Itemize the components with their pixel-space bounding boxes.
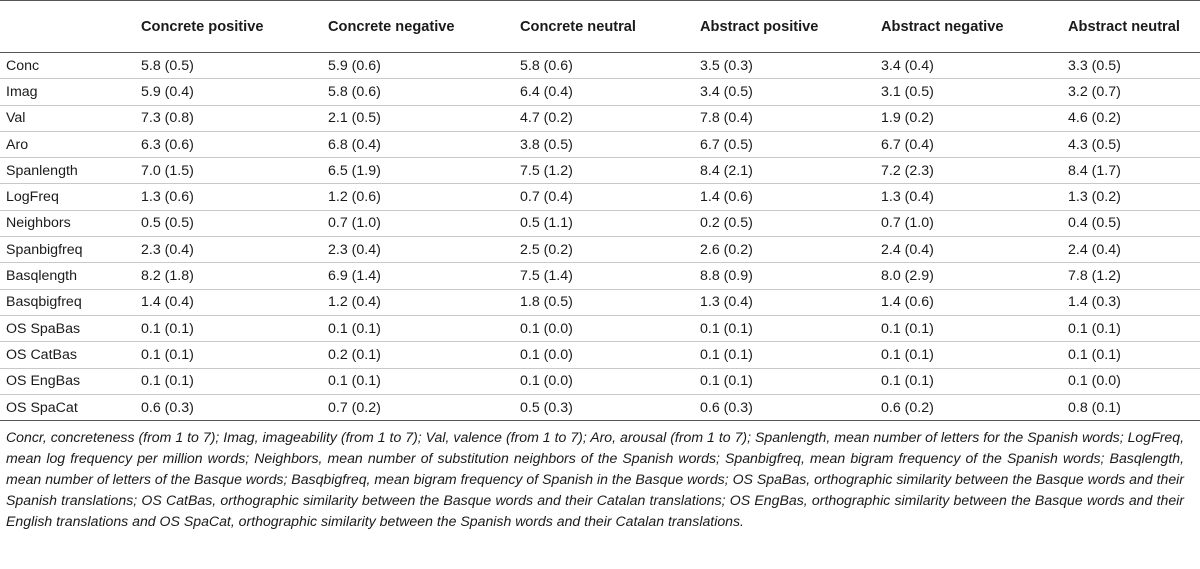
table-cell: 4.7 (0.2)	[512, 105, 692, 131]
table-header-row	[0, 1, 1200, 53]
table-cell: 0.5 (1.1)	[512, 210, 692, 236]
table-cell: 3.1 (0.5)	[873, 79, 1060, 105]
table-cell: 8.0 (2.9)	[873, 263, 1060, 289]
row-label: Basqlength	[0, 263, 133, 289]
table-cell: 5.8 (0.5)	[133, 53, 320, 79]
table-cell: 2.5 (0.2)	[512, 237, 692, 263]
table-cell: 3.4 (0.4)	[873, 53, 1060, 79]
row-label: Imag	[0, 79, 133, 105]
table-cell: 0.1 (0.0)	[512, 368, 692, 394]
table-cell: 7.8 (0.4)	[692, 105, 873, 131]
table-row	[0, 394, 1200, 420]
column-header: Abstract negative	[873, 1, 1060, 53]
row-label: Conc	[0, 53, 133, 79]
table-cell: 7.3 (0.8)	[133, 105, 320, 131]
row-label: OS SpaBas	[0, 315, 133, 341]
table-cell: 0.1 (0.1)	[873, 368, 1060, 394]
table-footnote: Concr, concreteness (from 1 to 7); Imag, imageability (from 1 to 7); Val, valence (from 1 to 7); Aro, arousal (from 1 to 7); Spanlength, mean number of letters for the Spanish words; LogFreq, mean log frequency per million words; Neighbors, mean number of substitution neighbors of the Spanish words; Spanbigfreq, mean bigram frequency of the Spanish words; Basqlength, mean number of letters of the Basque words; Basqbigfreq, mean bigram frequency of Spanish in the Basque words; OS SpaBas, orthographic similarity between the Basque words and their Spanish translations; OS CatBas, orthographic similarity between the Basque words and their Catalan translations; OS EngBas, orthographic similarity between the Basque words and their English translations and OS SpaCat, orthographic similarity between the Spanish words and their Catalan translations.	[6, 429, 1184, 530]
table-cell: 1.8 (0.5)	[512, 289, 692, 315]
table-cell: 0.1 (0.0)	[512, 342, 692, 368]
table-cell: 0.1 (0.1)	[320, 315, 512, 341]
table-cell: 0.1 (0.1)	[1060, 342, 1200, 368]
table-cell: 0.1 (0.1)	[1060, 315, 1200, 341]
table-cell: 6.7 (0.4)	[873, 131, 1060, 157]
table-row	[0, 289, 1200, 315]
table-cell: 0.1 (0.1)	[873, 315, 1060, 341]
table-cell: 3.2 (0.7)	[1060, 79, 1200, 105]
table-cell: 0.1 (0.1)	[133, 315, 320, 341]
table-row	[0, 210, 1200, 236]
column-header: Abstract positive	[692, 1, 873, 53]
row-label: Spanbigfreq	[0, 237, 133, 263]
row-label: Basqbigfreq	[0, 289, 133, 315]
table-row	[0, 342, 1200, 368]
table-cell: 1.2 (0.4)	[320, 289, 512, 315]
table-cell: 6.4 (0.4)	[512, 79, 692, 105]
table-cell: 7.0 (1.5)	[133, 158, 320, 184]
table-row	[0, 368, 1200, 394]
table-cell: 1.3 (0.4)	[873, 184, 1060, 210]
table-cell: 0.7 (0.2)	[320, 394, 512, 420]
table-cell: 0.2 (0.5)	[692, 210, 873, 236]
table-cell: 0.1 (0.1)	[133, 368, 320, 394]
table-cell: 1.2 (0.6)	[320, 184, 512, 210]
table-cell: 3.3 (0.5)	[1060, 53, 1200, 79]
row-label: OS SpaCat	[0, 394, 133, 420]
table-cell: 6.8 (0.4)	[320, 131, 512, 157]
table-cell: 2.4 (0.4)	[873, 237, 1060, 263]
table-cell: 6.5 (1.9)	[320, 158, 512, 184]
table-cell: 0.6 (0.3)	[692, 394, 873, 420]
row-label: OS CatBas	[0, 342, 133, 368]
table-cell: 6.9 (1.4)	[320, 263, 512, 289]
column-header: Abstract neutral	[1060, 1, 1200, 53]
row-label: Val	[0, 105, 133, 131]
table-cell: 5.9 (0.6)	[320, 53, 512, 79]
table-cell: 2.3 (0.4)	[133, 237, 320, 263]
table-cell: 0.6 (0.3)	[133, 394, 320, 420]
table-cell: 0.1 (0.1)	[133, 342, 320, 368]
row-label: OS EngBas	[0, 368, 133, 394]
table-body	[0, 53, 1200, 421]
table-row	[0, 105, 1200, 131]
table-row	[0, 131, 1200, 157]
table-row	[0, 184, 1200, 210]
table-row	[0, 315, 1200, 341]
table-cell: 0.8 (0.1)	[1060, 394, 1200, 420]
table-cell: 2.1 (0.5)	[320, 105, 512, 131]
table-row	[0, 53, 1200, 79]
table-cell: 7.5 (1.2)	[512, 158, 692, 184]
table-cell: 6.3 (0.6)	[133, 131, 320, 157]
table-cell: 6.7 (0.5)	[692, 131, 873, 157]
table-cell: 0.1 (0.1)	[692, 342, 873, 368]
column-header: Concrete positive	[133, 1, 320, 53]
table-cell: 5.9 (0.4)	[133, 79, 320, 105]
table-cell: 0.1 (0.1)	[873, 342, 1060, 368]
table-cell: 3.5 (0.3)	[692, 53, 873, 79]
row-label: Neighbors	[0, 210, 133, 236]
table-cell: 0.2 (0.1)	[320, 342, 512, 368]
table-cell: 0.5 (0.5)	[133, 210, 320, 236]
table-cell: 0.7 (1.0)	[320, 210, 512, 236]
row-label: LogFreq	[0, 184, 133, 210]
table-cell: 2.3 (0.4)	[320, 237, 512, 263]
table-cell: 1.3 (0.2)	[1060, 184, 1200, 210]
table-cell: 7.2 (2.3)	[873, 158, 1060, 184]
table-cell: 3.8 (0.5)	[512, 131, 692, 157]
table-cell: 0.4 (0.5)	[1060, 210, 1200, 236]
table-row	[0, 158, 1200, 184]
table-cell: 8.2 (1.8)	[133, 263, 320, 289]
table-cell: 0.7 (0.4)	[512, 184, 692, 210]
column-header: Concrete neutral	[512, 1, 692, 53]
table-cell: 1.4 (0.6)	[692, 184, 873, 210]
table-cell: 0.1 (0.0)	[512, 315, 692, 341]
table-cell: 8.4 (1.7)	[1060, 158, 1200, 184]
table-cell: 0.6 (0.2)	[873, 394, 1060, 420]
table-cell: 8.8 (0.9)	[692, 263, 873, 289]
row-label: Aro	[0, 131, 133, 157]
table-cell: 8.4 (2.1)	[692, 158, 873, 184]
table-cell: 1.3 (0.4)	[692, 289, 873, 315]
table-cell: 2.4 (0.4)	[1060, 237, 1200, 263]
header-cell-stub	[0, 1, 133, 53]
table-row	[0, 237, 1200, 263]
table-cell: 4.3 (0.5)	[1060, 131, 1200, 157]
table-cell: 7.5 (1.4)	[512, 263, 692, 289]
table-cell: 1.4 (0.6)	[873, 289, 1060, 315]
table-cell: 0.1 (0.1)	[320, 368, 512, 394]
table-cell: 3.4 (0.5)	[692, 79, 873, 105]
table-cell: 0.1 (0.1)	[692, 315, 873, 341]
table-row	[0, 263, 1200, 289]
table-cell: 4.6 (0.2)	[1060, 105, 1200, 131]
table-cell: 0.1 (0.0)	[1060, 368, 1200, 394]
table-row	[0, 79, 1200, 105]
table-cell: 5.8 (0.6)	[320, 79, 512, 105]
table-cell: 7.8 (1.2)	[1060, 263, 1200, 289]
table-cell: 2.6 (0.2)	[692, 237, 873, 263]
table-cell: 0.5 (0.3)	[512, 394, 692, 420]
table-cell: 1.4 (0.3)	[1060, 289, 1200, 315]
table-cell: 1.4 (0.4)	[133, 289, 320, 315]
table-cell: 0.1 (0.1)	[692, 368, 873, 394]
row-label: Spanlength	[0, 158, 133, 184]
table-cell: 1.9 (0.2)	[873, 105, 1060, 131]
table-cell: 5.8 (0.6)	[512, 53, 692, 79]
column-header: Concrete negative	[320, 1, 512, 53]
table-cell: 1.3 (0.6)	[133, 184, 320, 210]
table-cell: 0.7 (1.0)	[873, 210, 1060, 236]
